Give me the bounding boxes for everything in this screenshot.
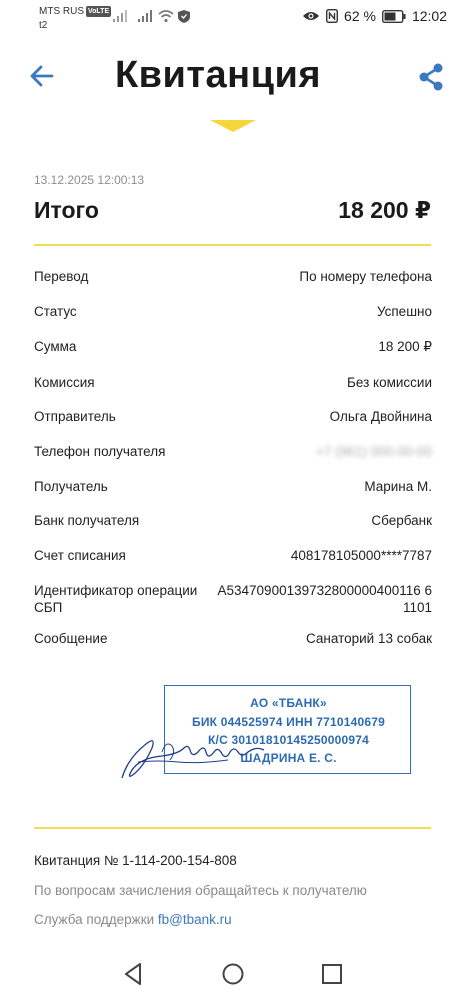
operation-datetime: 13.12.2025 12:00:13 (34, 173, 145, 187)
support-line (34, 912, 232, 927)
stamp-line: БИК 044525974 ИНН 7710140679 (192, 715, 385, 729)
stamp-line: ШАДРИНА Е. С. (240, 751, 337, 765)
share-icon[interactable] (416, 62, 446, 92)
nav-recents-icon[interactable] (318, 960, 346, 988)
row-label: Комиссия (34, 375, 95, 390)
status-bar (0, 0, 467, 36)
row-label: Отправитель (34, 409, 116, 424)
row-value: Ольга Двойнина (329, 409, 432, 424)
battery-icon (382, 10, 406, 23)
receipt-number: Квитанция № 1-114-200-154-808 (34, 853, 237, 868)
row-label: Сумма (34, 339, 77, 354)
row-label: Перевод (34, 269, 89, 284)
row-value: Без комиссии (347, 375, 432, 390)
row-label: Счет списания (34, 548, 126, 563)
page-title: Квитанция (114, 54, 321, 96)
yellow-notch (210, 120, 256, 132)
carrier2-name: t2 (39, 20, 48, 31)
carrier-label: MTS RUS (39, 6, 84, 17)
signal2-icon (138, 10, 154, 22)
stamp-line: К/С 30101810145250000974 (208, 733, 369, 747)
clock: 12:02 (411, 8, 447, 24)
recipient-phone-blurred: +7 (961) 000-00-00 (316, 444, 432, 459)
support-email-link[interactable]: fb@tbank.ru (157, 912, 232, 927)
volte-badge: VoLTE (88, 8, 110, 15)
row-value: Марина М. (364, 479, 432, 494)
stamp-line: АО «ТБАНК» (250, 696, 327, 710)
nfc-icon (326, 9, 338, 23)
wifi-icon (158, 10, 174, 22)
row-label: Сообщение (34, 631, 108, 646)
row-label: Идентификатор операции СБП (34, 583, 198, 615)
total-amount: 18 200 ₽ (338, 197, 431, 223)
divider-top (34, 244, 431, 246)
total-label: Итого (34, 197, 99, 223)
row-label: Телефон получателя (34, 444, 166, 459)
nav-back-icon[interactable] (120, 960, 148, 988)
recipient-note: По вопросам зачисления обращайтесь к получателю (34, 883, 367, 898)
row-value: Санаторий 13 собак (306, 631, 432, 646)
status-right (302, 8, 447, 24)
row-value: Сбербанк (371, 513, 432, 528)
shield-icon (178, 10, 190, 23)
signature-image (118, 722, 268, 784)
row-label: Банк получателя (34, 513, 140, 528)
signal-icon (113, 10, 129, 22)
nav-home-icon[interactable] (219, 960, 247, 988)
carrier-name (39, 6, 111, 17)
row-value: A53470900139732800000400116 61101 (217, 583, 432, 615)
row-label: Получатель (34, 479, 108, 494)
row-value: По номеру телефона (299, 269, 432, 284)
detail-row (34, 582, 432, 618)
row-label: Статус (34, 304, 77, 319)
row-value: 408178105000****7787 (290, 548, 432, 563)
support-label: Служба поддержки (34, 912, 158, 927)
row-value: Успешно (376, 304, 432, 319)
row-value: 18 200 ₽ (378, 339, 432, 354)
divider-bottom (34, 827, 431, 829)
eye-icon (302, 10, 320, 22)
battery-percent: 62 % (344, 8, 376, 24)
